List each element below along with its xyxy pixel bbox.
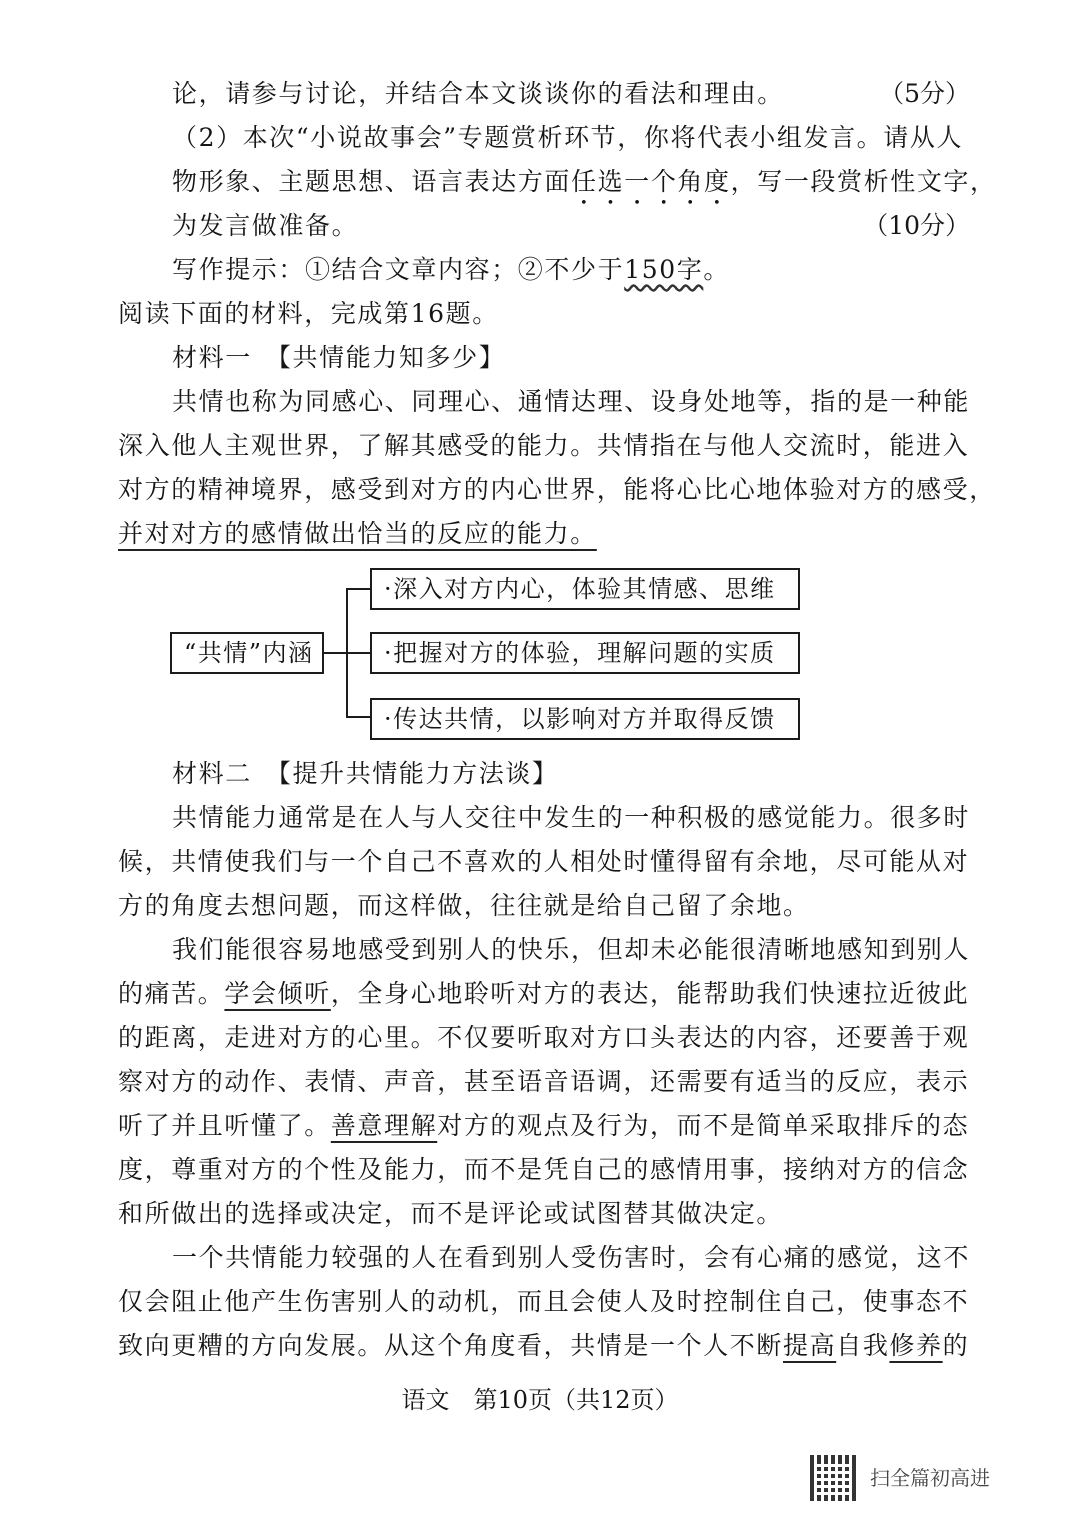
instruction-line: 阅读下面的材料，完成第16题。 — [118, 299, 499, 328]
page-footer: 语文 第10页（共12页） — [401, 1386, 679, 1414]
question-line — [172, 164, 997, 211]
paragraph-line — [118, 1328, 969, 1364]
paragraph-line: 共情也称为同感心、同理心、通情达理、设身处地等，指的是一种能 — [172, 387, 971, 416]
text-segment: ，全身心地聆听对方的表达，能帮助我们快速拉近彼此 — [330, 979, 970, 1008]
paragraph-line: 和所做出的选择或决定，而不是评论或试图替其做决定。 — [118, 1199, 784, 1228]
question-line: 论，请参与讨论，并结合本文谈谈你的看法和理由。 — [172, 79, 784, 108]
diagram-connector — [346, 588, 370, 590]
text-segment: 自我 — [836, 1331, 890, 1360]
material-title: 材料一 【共情能力知多少】 — [172, 343, 506, 372]
text-segment: 写作提示：①结合文章内容；②不少于 — [172, 255, 625, 284]
paragraph-line: 仅会阻止他产生伤害别人的动机，而且会使人及时控制住自己，使事态不 — [118, 1287, 970, 1316]
paragraph-line: 的距离，走进对方的心里。不仅要听取对方口头表达的内容，还要善于观 — [118, 1023, 970, 1052]
paragraph-line: 对方的精神境界，感受到对方的内心世界，能将心比心地体验对方的感受， — [118, 475, 996, 504]
underlined-phrase: 学会倾听 — [224, 979, 331, 1008]
paragraph-line: 度，尊重对方的个性及能力，而不是凭自己的感情用事，接纳对方的信念 — [118, 1155, 970, 1184]
handwritten-wavy-mark: 150字 — [624, 255, 704, 284]
text-segment: 听了并且听懂了。 — [118, 1111, 331, 1140]
diagram-branch: ·传达共情，以影响对方并取得反馈 — [370, 698, 800, 740]
watermark: 扫全篇初高进 — [870, 1466, 990, 1490]
text-segment: 对方的观点及行为，而不是简单采取排斥的态 — [437, 1111, 970, 1140]
text-segment: 。 — [703, 255, 730, 284]
qr-code-icon — [810, 1455, 856, 1501]
writing-hint — [172, 252, 730, 288]
paragraph-line: 一个共情能力较强的人在看到别人受伤害时，会有心痛的感觉，这不 — [172, 1243, 971, 1272]
underlined-phrase: 善意理解 — [330, 1111, 438, 1140]
text-segment: 的 — [942, 1331, 970, 1360]
diagram-connector — [346, 716, 370, 718]
paragraph-line: 我们能很容易地感受到别人的快乐，但却未必能很清晰地感知到别人 — [172, 935, 971, 964]
paragraph-line — [118, 1108, 969, 1144]
emphasis-dots: 任选一个角度 — [571, 167, 731, 196]
diagram-root: “共情”内涵 — [170, 632, 324, 674]
question-line: 为发言做准备。 — [172, 211, 359, 240]
score-label: （10分） — [863, 211, 970, 240]
diagram-branch: ·把握对方的体验，理解问题的实质 — [370, 632, 800, 674]
diagram-connector — [346, 652, 370, 654]
paragraph-line: 共情能力通常是在人与人交往中发生的一种积极的感觉能力。很多时 — [172, 803, 971, 832]
text-segment: 物形象、主题思想、语言表达方面 — [172, 167, 572, 196]
paragraph-line: 方的角度去想问题，而这样做，往往就是给自己留了余地。 — [118, 891, 810, 920]
score-label: （5分） — [879, 79, 970, 108]
material-title: 材料二 【提升共情能力方法谈】 — [172, 759, 559, 788]
question-line: （2）本次“小说故事会”专题赏析环节，你将代表小组发言。请从人 — [172, 123, 964, 152]
text-segment: ，写一段赏析性文字， — [730, 167, 997, 196]
diagram-connector — [322, 652, 348, 654]
paragraph-line: 候，共情使我们与一个自己不喜欢的人相处时懂得留有余地，尽可能从对 — [118, 847, 970, 876]
underlined-line: 并对对方的感情做出恰当的反应的能力。 — [118, 519, 597, 548]
underlined-phrase: 提高 — [783, 1331, 837, 1360]
paragraph-line: 深入他人主观世界，了解其感受的能力。共情指在与他人交流时，能进入 — [118, 431, 970, 460]
paragraph-line — [118, 976, 969, 1012]
underlined-phrase: 修养 — [889, 1331, 943, 1360]
text-segment: 致向更糟的方向发展。从这个角度看，共情是一个人不断 — [118, 1331, 784, 1360]
text-segment: 的痛苦。 — [118, 979, 225, 1008]
diagram-branch: ·深入对方内心，体验其情感、思维 — [370, 568, 800, 610]
paragraph-line: 察对方的动作、表情、声音，甚至语音语调，还需要有适当的反应，表示 — [118, 1067, 970, 1096]
